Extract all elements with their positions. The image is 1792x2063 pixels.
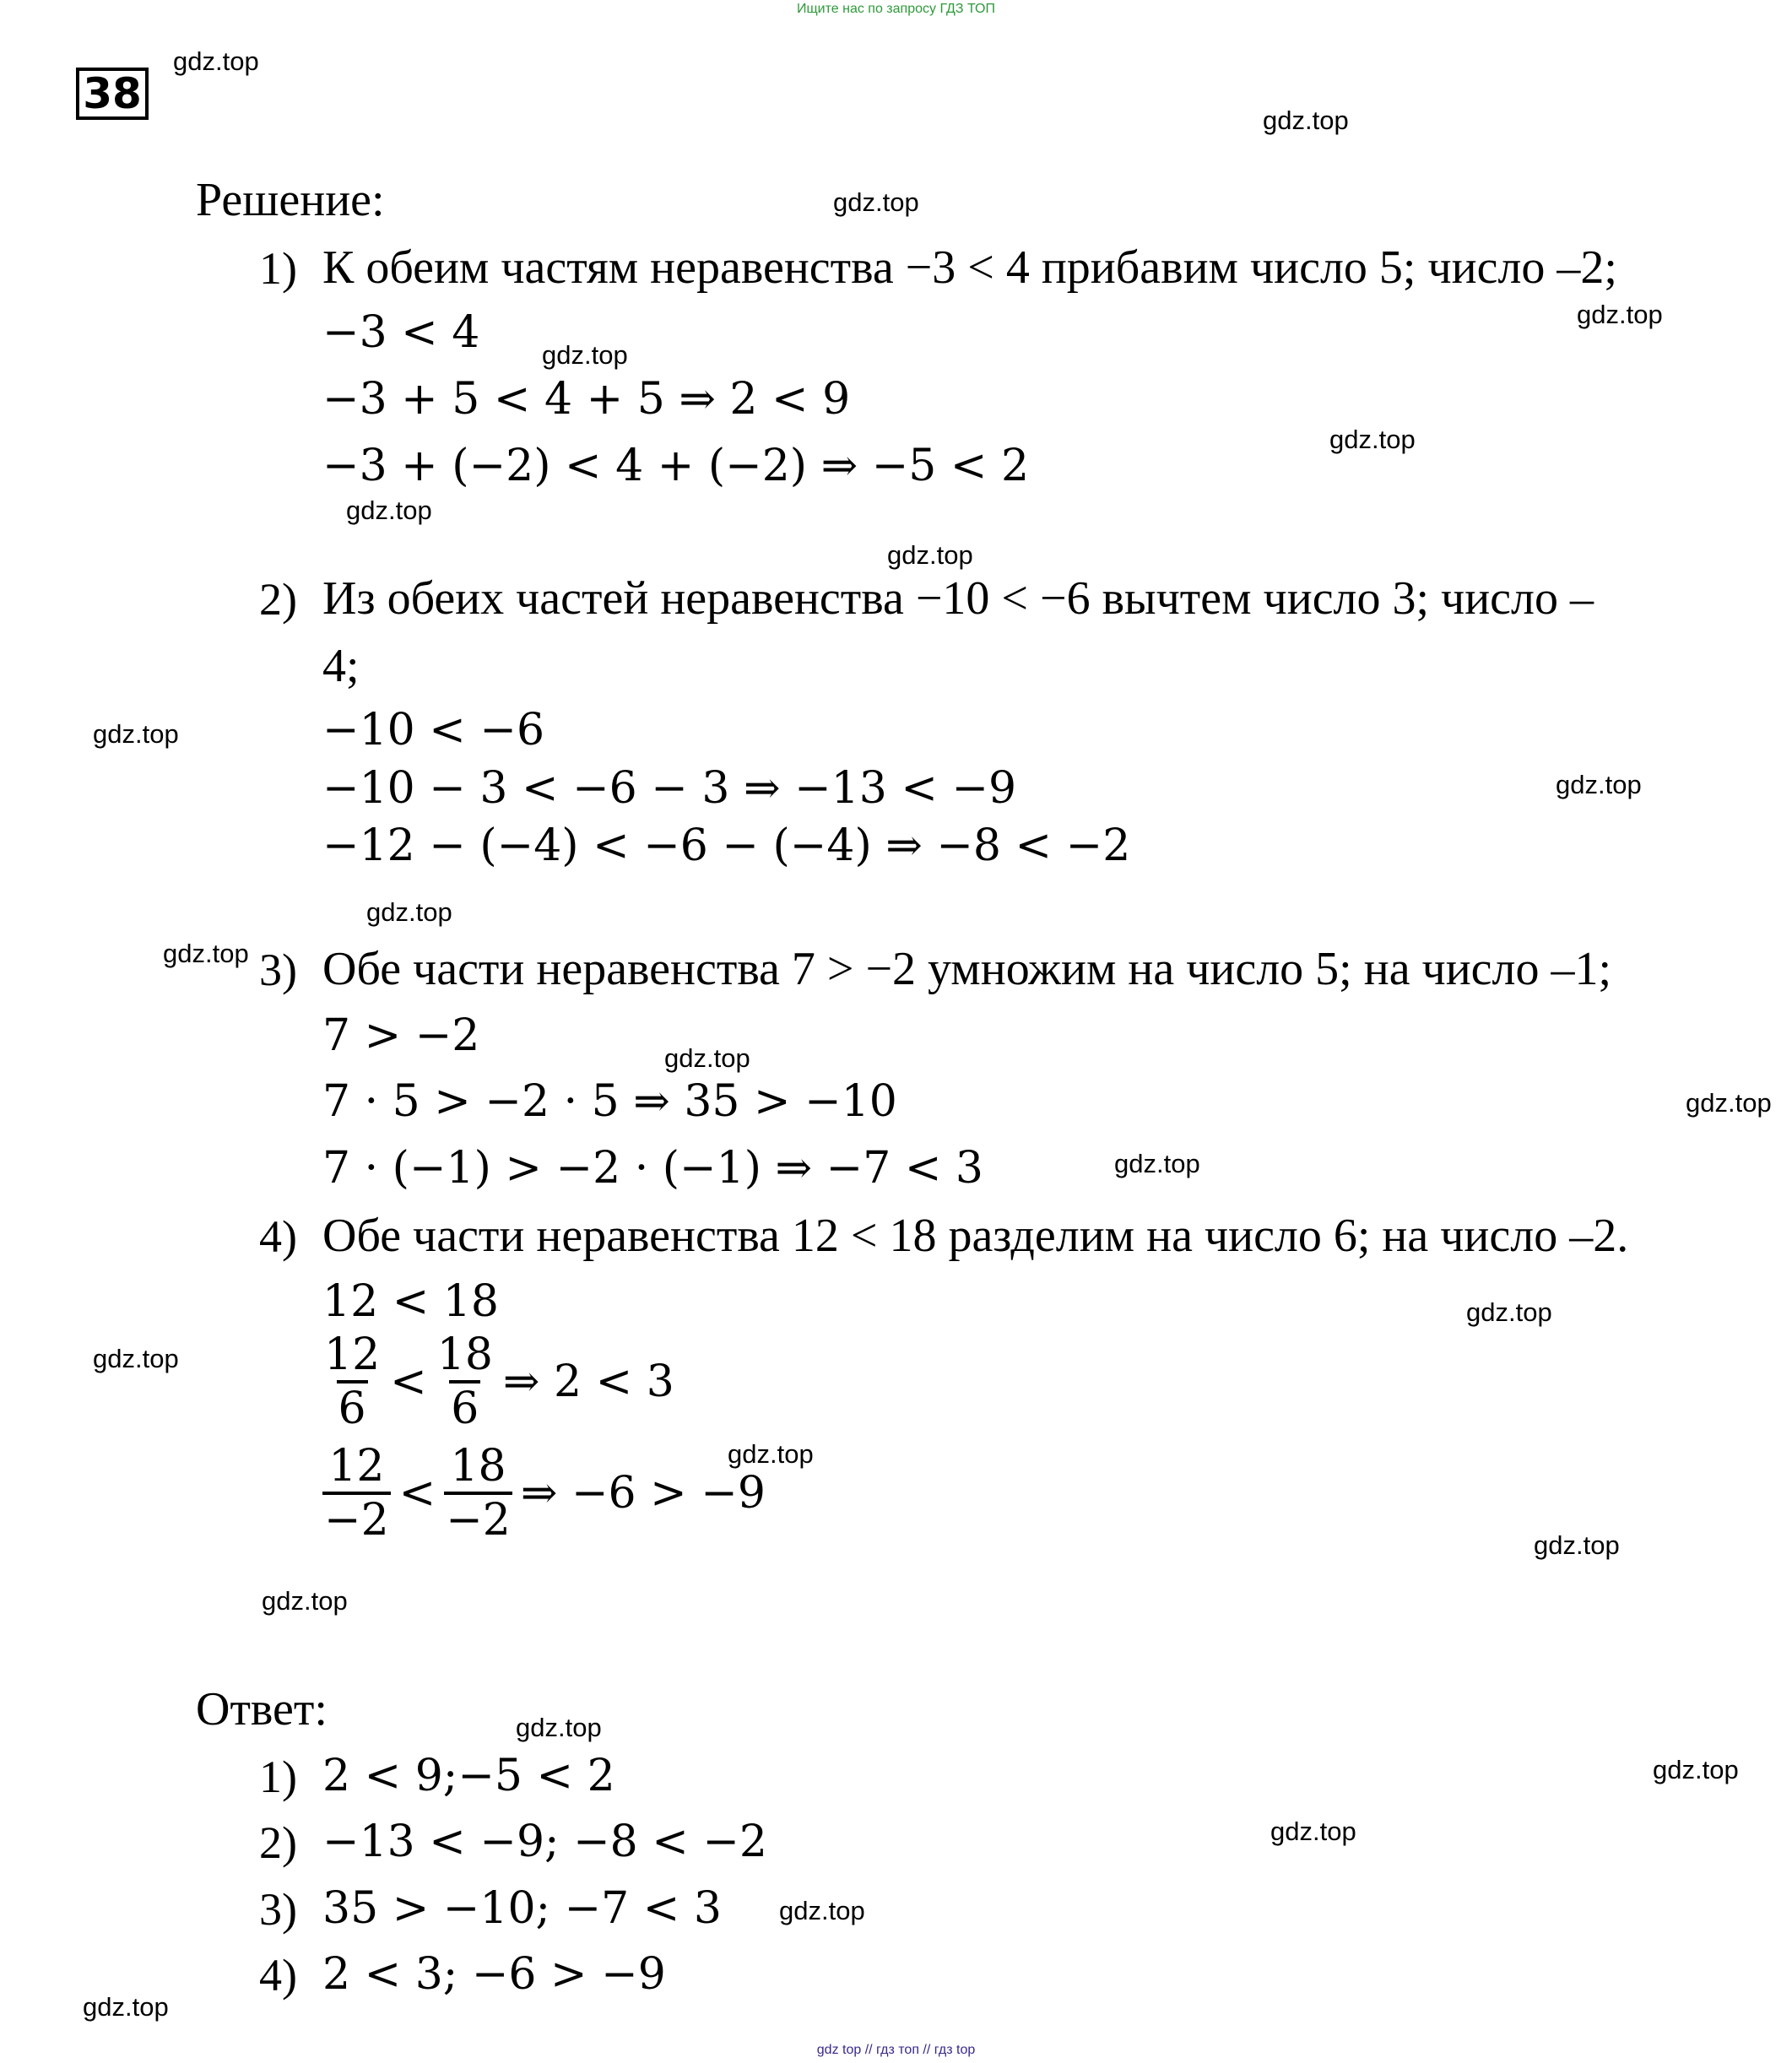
step-line: −3 + 5 < 4 + 5 ⇒ 2 < 9	[322, 374, 851, 425]
answer-label: 4)	[259, 1950, 297, 2001]
step-line: 12 < 18	[322, 1276, 499, 1327]
answer-line: 2 < 3; −6 > −9	[322, 1949, 666, 2000]
denominator: −2	[444, 1492, 512, 1546]
watermark: gdz.top	[833, 187, 919, 217]
step-line: 7 · 5 > −2 · 5 ⇒ 35 > −10	[322, 1076, 897, 1127]
step-line: 7 > −2	[322, 1010, 480, 1061]
operator: <	[398, 1468, 436, 1519]
step-line: −3 + (−2) < 4 + (−2) ⇒ −5 < 2	[322, 441, 1030, 491]
step-line: −10 < −6	[322, 705, 545, 755]
step-text: Обе части неравенства 12 < 18 разделим на число 6; на число –2.	[322, 1210, 1629, 1262]
watermark: gdz.top	[1653, 1755, 1739, 1784]
watermark: gdz.top	[163, 939, 249, 968]
answer-label: 2)	[259, 1817, 297, 1868]
watermark: gdz.top	[1556, 770, 1642, 799]
watermark: gdz.top	[1270, 1817, 1356, 1846]
answer-line: −13 < −9; −8 < −2	[322, 1817, 768, 1867]
numerator: 18	[450, 1441, 506, 1492]
watermark: gdz.top	[1577, 300, 1663, 329]
header-note: Ищите нас по запросу ГДЗ ТОП	[797, 2, 995, 16]
step-line: 7 · (−1) > −2 · (−1) ⇒ −7 < 3	[322, 1143, 983, 1194]
fraction-row	[322, 1441, 774, 1546]
watermark: gdz.top	[346, 495, 432, 525]
step-label: 1)	[259, 243, 297, 294]
step-label: 3)	[259, 945, 297, 995]
watermark: gdz.top	[83, 1992, 169, 2022]
watermark: gdz.top	[516, 1713, 602, 1742]
watermark: gdz.top	[1534, 1530, 1620, 1560]
fraction	[322, 1441, 391, 1546]
step-text: Из обеих частей неравенства −10 < −6 вычтем число 3; число –	[322, 572, 1594, 625]
fraction-row	[322, 1329, 683, 1434]
step-text: К обеим частям неравенства −3 < 4 прибавим число 5; число –2;	[322, 241, 1617, 294]
solution-heading: Решение:	[196, 174, 385, 226]
step-text: Обе части неравенства 7 > −2 умножим на число 5; на число –1;	[322, 943, 1612, 995]
watermark: gdz.top	[887, 540, 973, 570]
numerator: 18	[436, 1329, 493, 1380]
answer-label: 3)	[259, 1884, 297, 1935]
watermark: gdz.top	[93, 1344, 179, 1373]
watermark: gdz.top	[366, 897, 452, 927]
watermark: gdz.top	[1263, 106, 1349, 135]
answer-label: 1)	[259, 1752, 297, 1802]
step-text-cont: 4;	[322, 640, 360, 692]
fraction	[436, 1329, 495, 1434]
denominator: −2	[322, 1492, 391, 1546]
watermark: gdz.top	[1329, 425, 1416, 454]
watermark: gdz.top	[542, 340, 628, 370]
step-line: −3 < 4	[322, 307, 480, 358]
fraction	[322, 1329, 382, 1434]
answer-line: 35 > −10; −7 < 3	[322, 1883, 722, 1934]
watermark: gdz.top	[262, 1586, 348, 1616]
watermark: gdz.top	[779, 1896, 865, 1925]
numerator: 12	[324, 1329, 381, 1380]
denominator: 6	[337, 1380, 368, 1434]
watermark: gdz.top	[664, 1043, 750, 1073]
result: ⇒ 2 < 3	[502, 1356, 674, 1407]
problem-number: 38	[76, 68, 149, 120]
fraction	[444, 1441, 512, 1546]
result: ⇒ −6 > −9	[520, 1468, 766, 1519]
step-line: −10 − 3 < −6 − 3 ⇒ −13 < −9	[322, 763, 1017, 814]
footer-note: gdz top // гдз топ // гдз top	[816, 2043, 976, 2057]
watermark: gdz.top	[93, 719, 179, 749]
numerator: 12	[328, 1441, 385, 1492]
denominator: 6	[449, 1380, 480, 1434]
operator: <	[390, 1356, 427, 1407]
step-label: 4)	[259, 1211, 297, 1262]
watermark: gdz.top	[1466, 1297, 1552, 1327]
answer-heading: Ответ:	[196, 1683, 328, 1735]
step-label: 2)	[259, 574, 297, 625]
watermark: gdz.top	[173, 46, 259, 76]
step-line: −12 − (−4) < −6 − (−4) ⇒ −8 < −2	[322, 820, 1131, 871]
answer-line: 2 < 9;−5 < 2	[322, 1751, 615, 1801]
watermark: gdz.top	[1686, 1088, 1772, 1118]
watermark: gdz.top	[1114, 1149, 1200, 1178]
watermark: gdz.top	[728, 1439, 814, 1469]
